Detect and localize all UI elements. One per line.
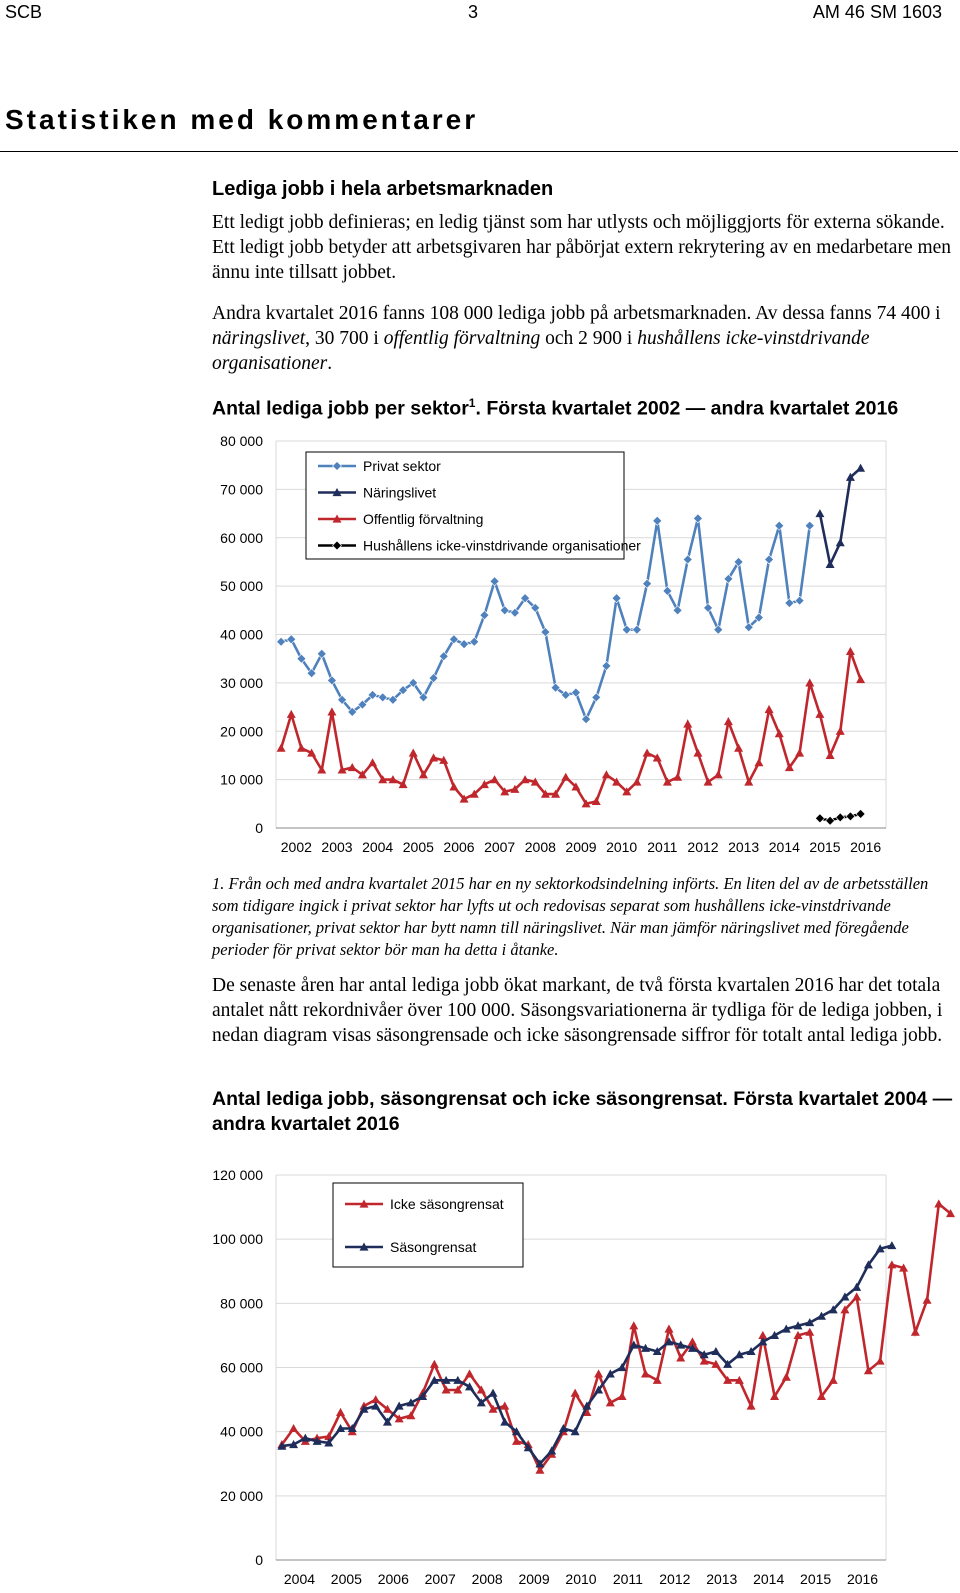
- data-point: [571, 1389, 580, 1397]
- data-point: [430, 1360, 439, 1368]
- x-tick-label: 2009: [565, 839, 597, 855]
- data-point: [934, 1199, 943, 1207]
- chart1-title: Antal lediga jobb per sektor$^1$. Första kvartalet 2002 — andra kvartalet 2016: [212, 396, 899, 420]
- y-tick-label: 0: [255, 820, 263, 836]
- chart2-title: Antal lediga jobb, säsongrensat och icke säsongrensat. Första kvartalet 2004 — andra kvartalet 2016: [212, 1088, 953, 1135]
- data-point: [489, 1389, 498, 1397]
- y-tick-label: 70 000: [220, 481, 263, 498]
- y-tick-label: 60 000: [220, 1359, 263, 1376]
- data-point: [711, 1347, 720, 1355]
- x-tick-label: 2004: [362, 839, 394, 855]
- data-point: [923, 1296, 932, 1304]
- data-point: [664, 1325, 673, 1333]
- series-line: [282, 1246, 892, 1464]
- x-tick-label: 2011: [647, 839, 678, 855]
- data-point: [289, 1424, 298, 1432]
- x-tick-label: 2013: [728, 839, 760, 855]
- legend-label: Offentlig förvaltning: [363, 511, 484, 527]
- x-tick-label: 2009: [518, 1571, 550, 1587]
- y-tick-label: 20 000: [220, 1487, 263, 1504]
- legend-label: Icke säsongrensat: [390, 1196, 504, 1212]
- data-point: [336, 1408, 345, 1416]
- legend-label: Säsongrensat: [390, 1239, 477, 1255]
- header-publisher: SCB: [5, 2, 43, 22]
- y-tick-label: 20 000: [220, 723, 263, 740]
- summary-paragraph: Andra kvartalet 2016 fanns 108 000 lediga jobb på arbetsmarknaden. Av dessa fanns 74 400 i näringslivet, 30 700 i offentlig förvaltning och 2 900 i hushållens icke-vinstdrivande organisationer.: [212, 303, 941, 374]
- x-tick-label: 2014: [768, 839, 800, 855]
- data-point: [618, 1392, 627, 1400]
- x-tick-label: 2004: [283, 1571, 316, 1587]
- y-tick-label: 0: [255, 1552, 263, 1568]
- section-heading: Lediga jobb i hela arbetsmarknaden: [212, 178, 554, 200]
- data-point: [852, 1292, 861, 1300]
- y-tick-label: 80 000: [220, 433, 263, 449]
- footnote: 1. Från och med andra kvartalet 2015 har en ny sektorkodsindelning införts. En liten del av de arbetsställen som tidigare ingick i privat sektor har lyfts ut och redovisas separat som hushållens icke-vinstdrivande organisationer, privat sektor har bytt namn till näringslivet. När man jämför näringslivet med föregående perioder för privat sektor bör man ha detta i åtanke.: [212, 874, 929, 959]
- x-tick-label: 2015: [800, 1571, 832, 1587]
- data-point: [629, 1321, 638, 1329]
- y-tick-label: 50 000: [220, 578, 263, 595]
- y-tick-label: 60 000: [220, 529, 263, 546]
- y-tick-label: 120 000: [212, 1167, 263, 1183]
- x-tick-label: 2007: [484, 839, 516, 855]
- data-point: [911, 1328, 920, 1336]
- page-title: Statistiken med kommentarer: [5, 104, 479, 135]
- x-tick-label: 2014: [753, 1571, 785, 1587]
- x-tick-label: 2011: [612, 1571, 643, 1587]
- x-tick-label: 2015: [809, 839, 841, 855]
- data-point: [829, 1376, 838, 1384]
- y-tick-label: 10 000: [220, 771, 263, 788]
- y-tick-label: 80 000: [220, 1295, 263, 1312]
- x-tick-label: 2005: [330, 1571, 362, 1587]
- x-tick-label: 2016: [850, 839, 882, 855]
- x-tick-label: 2008: [524, 839, 556, 855]
- x-tick-label: 2007: [424, 1571, 456, 1587]
- x-tick-label: 2003: [321, 839, 353, 855]
- data-point: [641, 1369, 650, 1377]
- y-tick-label: 40 000: [220, 626, 263, 643]
- x-tick-label: 2006: [377, 1571, 409, 1587]
- legend-label: Privat sektor: [363, 458, 441, 474]
- header-page-number: 3: [468, 2, 479, 22]
- x-tick-label: 2002: [280, 839, 312, 855]
- x-tick-label: 2012: [659, 1571, 691, 1587]
- trend-paragraph: De senaste åren har antal lediga jobb ökat markant, de två första kvartalen 2016 har det totala antalet nått rekordnivåer över 100 000. Säsongsvariationerna är tydliga för de lediga jobben, i nedan diagram visas säsongrensade och icke säsongrensade siffror för totalt antal lediga jobb.: [212, 975, 943, 1046]
- x-tick-label: 2006: [443, 839, 475, 855]
- x-tick-label: 2010: [565, 1571, 597, 1587]
- x-tick-label: 2010: [606, 839, 638, 855]
- x-tick-label: 2016: [846, 1571, 879, 1587]
- y-tick-label: 30 000: [220, 674, 263, 691]
- x-tick-label: 2008: [471, 1571, 503, 1587]
- data-point: [876, 1357, 885, 1365]
- data-point: [594, 1369, 603, 1377]
- y-tick-label: 40 000: [220, 1423, 263, 1440]
- definition-paragraph: Ett ledigt jobb definieras; en ledig tjänst som har utlysts och möjliggjorts för externa sökande. Ett ledigt jobb betyder att arbetsgivaren har påbörjat extern rekrytering av en medarbetare men ännu inte tillsatt jobbet.: [212, 212, 952, 283]
- data-point: [747, 1402, 756, 1410]
- y-tick-label: 100 000: [212, 1231, 263, 1248]
- x-tick-label: 2012: [687, 839, 719, 855]
- data-point: [465, 1369, 474, 1377]
- header-report-id: AM 46 SM 1603: [812, 2, 942, 22]
- x-tick-label: 2013: [706, 1571, 738, 1587]
- legend-label: Hushållens icke-vinstdrivande organisationer: [363, 537, 641, 554]
- x-tick-label: 2005: [402, 839, 434, 855]
- data-point: [782, 1373, 791, 1381]
- legend-label: Näringslivet: [363, 484, 437, 501]
